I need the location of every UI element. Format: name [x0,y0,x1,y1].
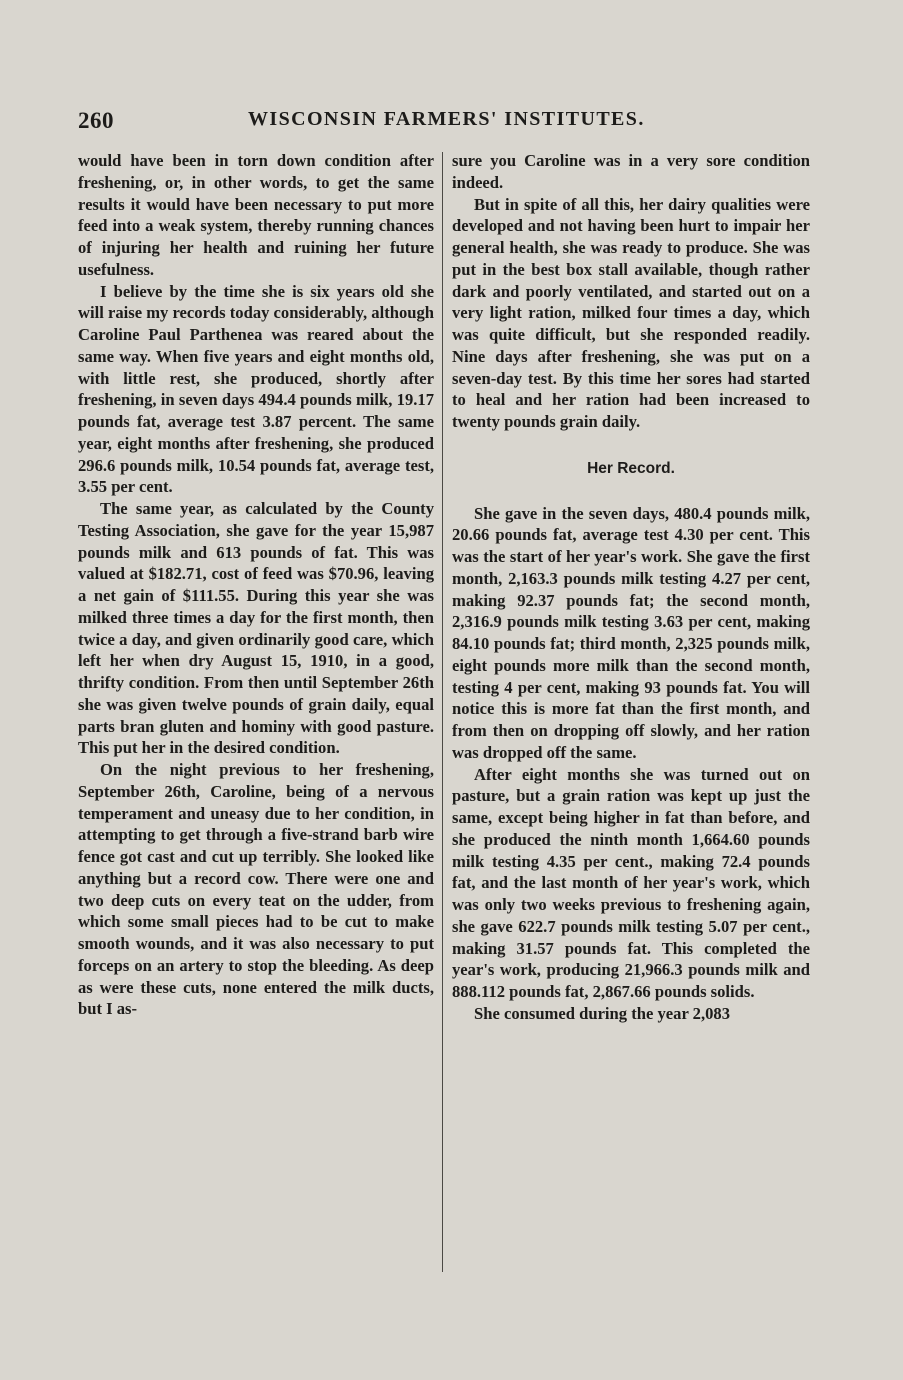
paragraph: would have been in torn down condition after freshening, or, in other words, to get the same results it would have been necessary to put more feed into a weak system, thereby running chances of injuring her health and ruining her future usefulness. [78,151,434,279]
page-number: 260 [78,108,114,133]
paragraph: On the night previous to her freshening, September 26th, Caroline, being of a nervous temperament and uneasy due to her condition, in attempting to get through a five-strand barb wire fence got cast and cut up terribly. She looked like anything but a record cow. There were one and two deep cuts on every teat on the udder, from which some small pieces had to be cut to make smooth wounds, and it was also necessary to put forceps on an artery to stop the bleeding. As deep as were these cuts, none entered the milk ducts, but I as- [78,760,434,1019]
paragraph: After eight months she was turned out on pasture, but a grain ration was kept up just the same, except being higher in fat than before, and she produced the ninth month 1,664.60 pounds milk testing 4.35 per cent., making 72.4 pounds fat, and the last month of her year's work, which was only two weeks previous to freshening again, she gave 622.7 pounds milk testing 5.07 per cent., making 31.57 pounds fat. This completed the year's work, producing 21,966.3 pounds milk and 888.112 pounds fat, 2,867.66 pounds solids. [452,764,810,1001]
paragraph: The same year, as calculated by the County Testing Association, she gave for the year 15,987 pounds milk and 613 pounds of fat. This was valued at $182.71, cost of feed was $70.96, leaving a net gain of $111.55. During this year she was milked three times a day for the first month, then twice a day, and given ordinarily good care, which left her when dry August 15, 1910, in a good, thrifty condition. From then until September 26th she was given twelve pounds of grain daily, equal parts bran gluten and hominy with good pasture. This put her in the desired condition. [78,499,434,758]
column-divider [442,152,443,1272]
paragraph: She gave in the seven days, 480.4 pounds milk, 20.66 pounds fat, average test 4.30 per cent. This was the start of her year's work. She gave the first month, 2,163.3 pounds milk testing 4.27 per cent, making 92.37 pounds fat; the second month, 2,316.9 pounds milk testing 3.63 per cent, making 84.10 pounds fat; third month, 2,325 pounds milk, eight pounds more milk than the second month, testing 4 per cent, making 93 pounds fat. You will notice this is more fat than the first month, and from then on dropping off slowly, and her ration was dropped off the same. [452,503,810,762]
section-heading: Her Record. [587,459,675,477]
running-title: WISCONSIN FARMERS' INSTITUTES. [248,108,645,130]
paragraph: I believe by the time she is six years old she will raise my records today considerably, although Caroline Paul Parthenea was reared about the same way. When five years and eight months old, with little rest, she produced, shortly after freshening, in seven days 494.4 pounds milk, 19.17 pounds fat, average test 3.87 percent. The same year, eight months after freshening, she produced 296.6 pounds milk, 10.54 pounds fat, average test, 3.55 per cent. [78,281,435,497]
paragraph: She consumed during the year 2,083 [474,1003,730,1023]
right-column [452,150,810,1025]
running-head [78,108,810,142]
paragraph: But in spite of all this, her dairy qualities were developed and not having been hurt to impair her general health, she was ready to produce. She was put in the best box stall available, though rather dark and poorly ventilated, and started out on a very light ration, milked four times a day, which was quite difficult, but she responded readily. Nine days after freshening, she was put on a seven-day test. By this time her sores had started to heal and her ration had been increased to twenty pounds grain daily. [452,194,810,431]
left-column [78,150,434,1020]
paragraph: sure you Caroline was in a very sore condition indeed. [452,151,810,192]
